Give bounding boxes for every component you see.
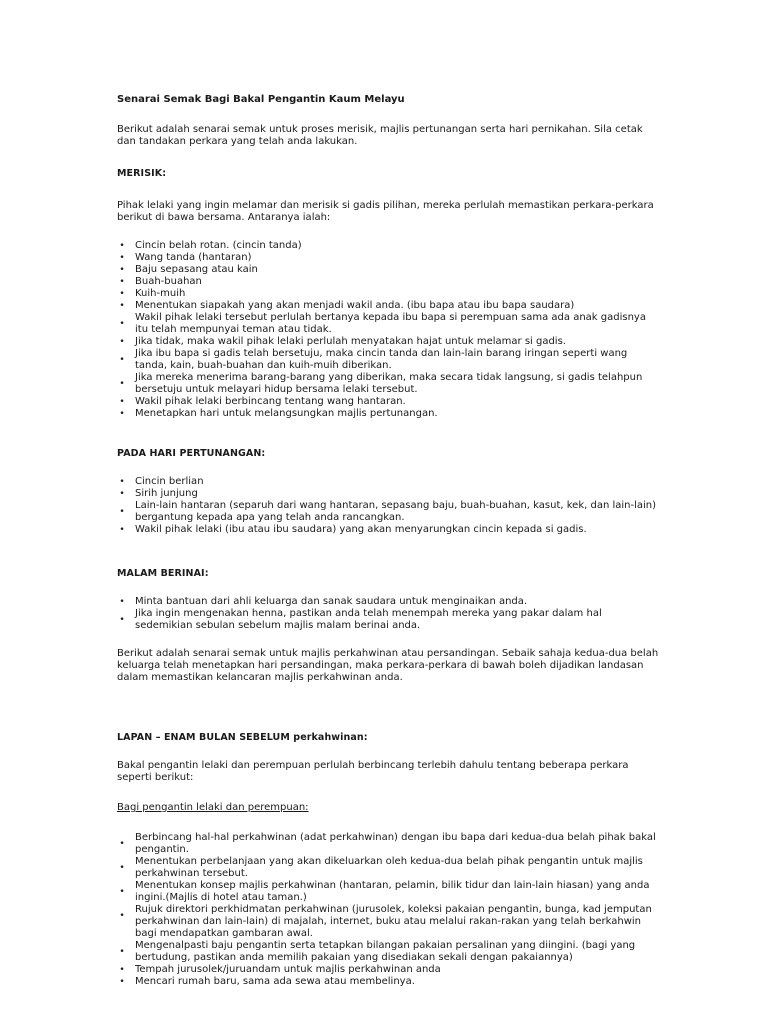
pertunangan-list: [117, 476, 662, 536]
list-item: • Wakil pihak lelaki tersebut perlulah bertanya kepada ibu bapa si perempuan sama ada anak gadisnya itu telah mempunyai teman atau tidak.: [117, 312, 662, 336]
berinai-list: [117, 596, 662, 632]
bullet-icon: •: [119, 887, 125, 897]
list-item: • Cincin belah rotan. (cincin tanda): [117, 240, 662, 252]
document-title: Senarai Semak Bagi Bakal Pengantin Kaum Melayu: [117, 94, 405, 105]
bullet-icon: •: [119, 525, 125, 535]
list-item: • Cincin berlian: [117, 476, 662, 488]
list-item: • Baju sepasang atau kain: [117, 264, 662, 276]
list-item: • Jika ingin mengenakan henna, pastikan anda telah menempah mereka yang pakar dalam hal sedemikian sebulan sebelum majlis malam berinai anda.: [117, 608, 662, 632]
list-item: • Buah-buahan: [117, 276, 662, 288]
list-item: • Wakil pihak lelaki (ibu atau ibu saudara) yang akan menyarungkan cincin kepada si gadis.: [117, 524, 662, 536]
list-item: • Minta bantuan dari ahli keluarga dan sanak saudara untuk menginaikan anda.: [117, 596, 662, 608]
berinai-heading: MALAM BERINAI:: [117, 568, 209, 579]
bullet-icon: •: [119, 265, 125, 275]
bullet-icon: •: [119, 241, 125, 251]
bullet-icon: •: [119, 947, 125, 957]
list-item: • Menentukan perbelanjaan yang akan dikeluarkan oleh kedua-dua belah pihak pengantin untuk majlis perkahwinan tersebut.: [117, 856, 662, 880]
bullet-icon: •: [119, 615, 125, 625]
bullet-icon: •: [119, 977, 125, 987]
bullet-icon: •: [119, 301, 125, 311]
list-item: • Tempah jurusolek/juruandam untuk majlis perkahwinan anda: [117, 964, 662, 976]
bullet-icon: •: [119, 839, 125, 849]
list-item: • Mengenalpasti baju pengantin serta tetapkan bilangan pakaian persalinan yang diingini. (bagi yang bertudung, pastikan anda memilih pakaian yang disediakan sekali dengan pakaiannya): [117, 940, 662, 964]
merisik-paragraph: Pihak lelaki yang ingin melamar dan merisik si gadis pilihan, mereka perlulah memastikan perkara-perkara berikut di bawa bersama. Antaranya ialah:: [117, 200, 654, 223]
bullet-icon: •: [119, 319, 125, 329]
bullet-icon: •: [119, 379, 125, 389]
bullet-icon: •: [119, 597, 125, 607]
merisik-list: [117, 240, 662, 420]
list-item: • Sirih junjung: [117, 488, 662, 500]
list-item: • Menentukan siapakah yang akan menjadi wakil anda. (ibu bapa atau ibu bapa saudara): [117, 300, 662, 312]
list-item: • Lain-lain hantaran (separuh dari wang hantaran, sepasang baju, buah-buahan, kasut, kek, dan lain-lain) bergantung kepada apa yang telah anda rancangkan.: [117, 500, 662, 524]
bullet-icon: •: [119, 477, 125, 487]
berinai-paragraph: Berikut adalah senarai semak untuk majlis perkahwinan atau persandingan. Sebaik sahaja kedua-dua belah keluarga telah menetapkan hari persandingan, maka perkara-perkara di bawah boleh dijadikan landasan dalam memastikan kelancaran majlis perkahwinan anda.: [117, 648, 659, 683]
list-item: • Berbincang hal-hal perkahwinan (adat perkahwinan) dengan ibu bapa dari kedua-dua belah pihak bakal pengantin.: [117, 832, 662, 856]
lapan-enam-paragraph: Bakal pengantin lelaki dan perempuan perlulah berbincang terlebih dahulu tentang beberapa perkara seperti berikut:: [117, 760, 629, 783]
list-item: • Kuih-muih: [117, 288, 662, 300]
list-item: • Jika tidak, maka wakil pihak lelaki perlulah menyatakan hajat untuk melamar si gadis.: [117, 336, 662, 348]
bullet-icon: •: [119, 863, 125, 873]
bullet-icon: •: [119, 965, 125, 975]
bullet-icon: •: [119, 409, 125, 419]
lapan-enam-heading: LAPAN – ENAM BULAN SEBELUM perkahwinan:: [117, 732, 368, 743]
bullet-icon: •: [119, 911, 125, 921]
list-item: • Jika ibu bapa si gadis telah bersetuju, maka cincin tanda dan lain-lain barang iringan seperti wang tanda, kain, buah-buahan dan kuih-muih diberikan.: [117, 348, 662, 372]
bullet-icon: •: [119, 337, 125, 347]
list-item: • Rujuk direktori perkhidmatan perkahwinan (jurusolek, koleksi pakaian pengantin, bunga, kad jemputan perkahwinan dan lain-lain) di majalah, internet, buku atau melalui rakan-rakan yang telah berkahwin bagi mendapatkan gambaran awal.: [117, 904, 662, 940]
list-item: • Mencari rumah baru, sama ada sewa atau membelinya.: [117, 976, 662, 988]
list-item: • Menentukan konsep majlis perkahwinan (hantaran, pelamin, bilik tidur dan lain-lain hiasan) yang anda ingini.(Majlis di hotel atau taman.): [117, 880, 662, 904]
merisik-heading: MERISIK:: [117, 168, 167, 179]
bullet-icon: •: [119, 489, 125, 499]
intro-paragraph: Berikut adalah senarai semak untuk proses merisik, majlis pertunangan serta hari pernikahan. Sila cetak dan tandakan perkara yang telah anda lakukan.: [117, 124, 643, 147]
list-item: • Jika mereka menerima barang-barang yang diberikan, maka secara tidak langsung, si gadis telahpun bersetuju untuk melayari hidup bersama lelaki tersebut.: [117, 372, 662, 396]
lapan-enam-subheading: Bagi pengantin lelaki dan perempuan:: [117, 802, 309, 813]
bullet-icon: •: [119, 277, 125, 287]
lapan-enam-list: [117, 832, 662, 988]
bullet-icon: •: [119, 253, 125, 263]
list-item: • Menetapkan hari untuk melangsungkan majlis pertunangan.: [117, 408, 662, 420]
bullet-icon: •: [119, 289, 125, 299]
pertunangan-heading: PADA HARI PERTUNANGAN:: [117, 448, 266, 459]
bullet-icon: •: [119, 355, 125, 365]
list-item: • Wakil pihak lelaki berbincang tentang wang hantaran.: [117, 396, 662, 408]
list-item: • Wang tanda (hantaran): [117, 252, 662, 264]
bullet-icon: •: [119, 507, 125, 517]
bullet-icon: •: [119, 397, 125, 407]
